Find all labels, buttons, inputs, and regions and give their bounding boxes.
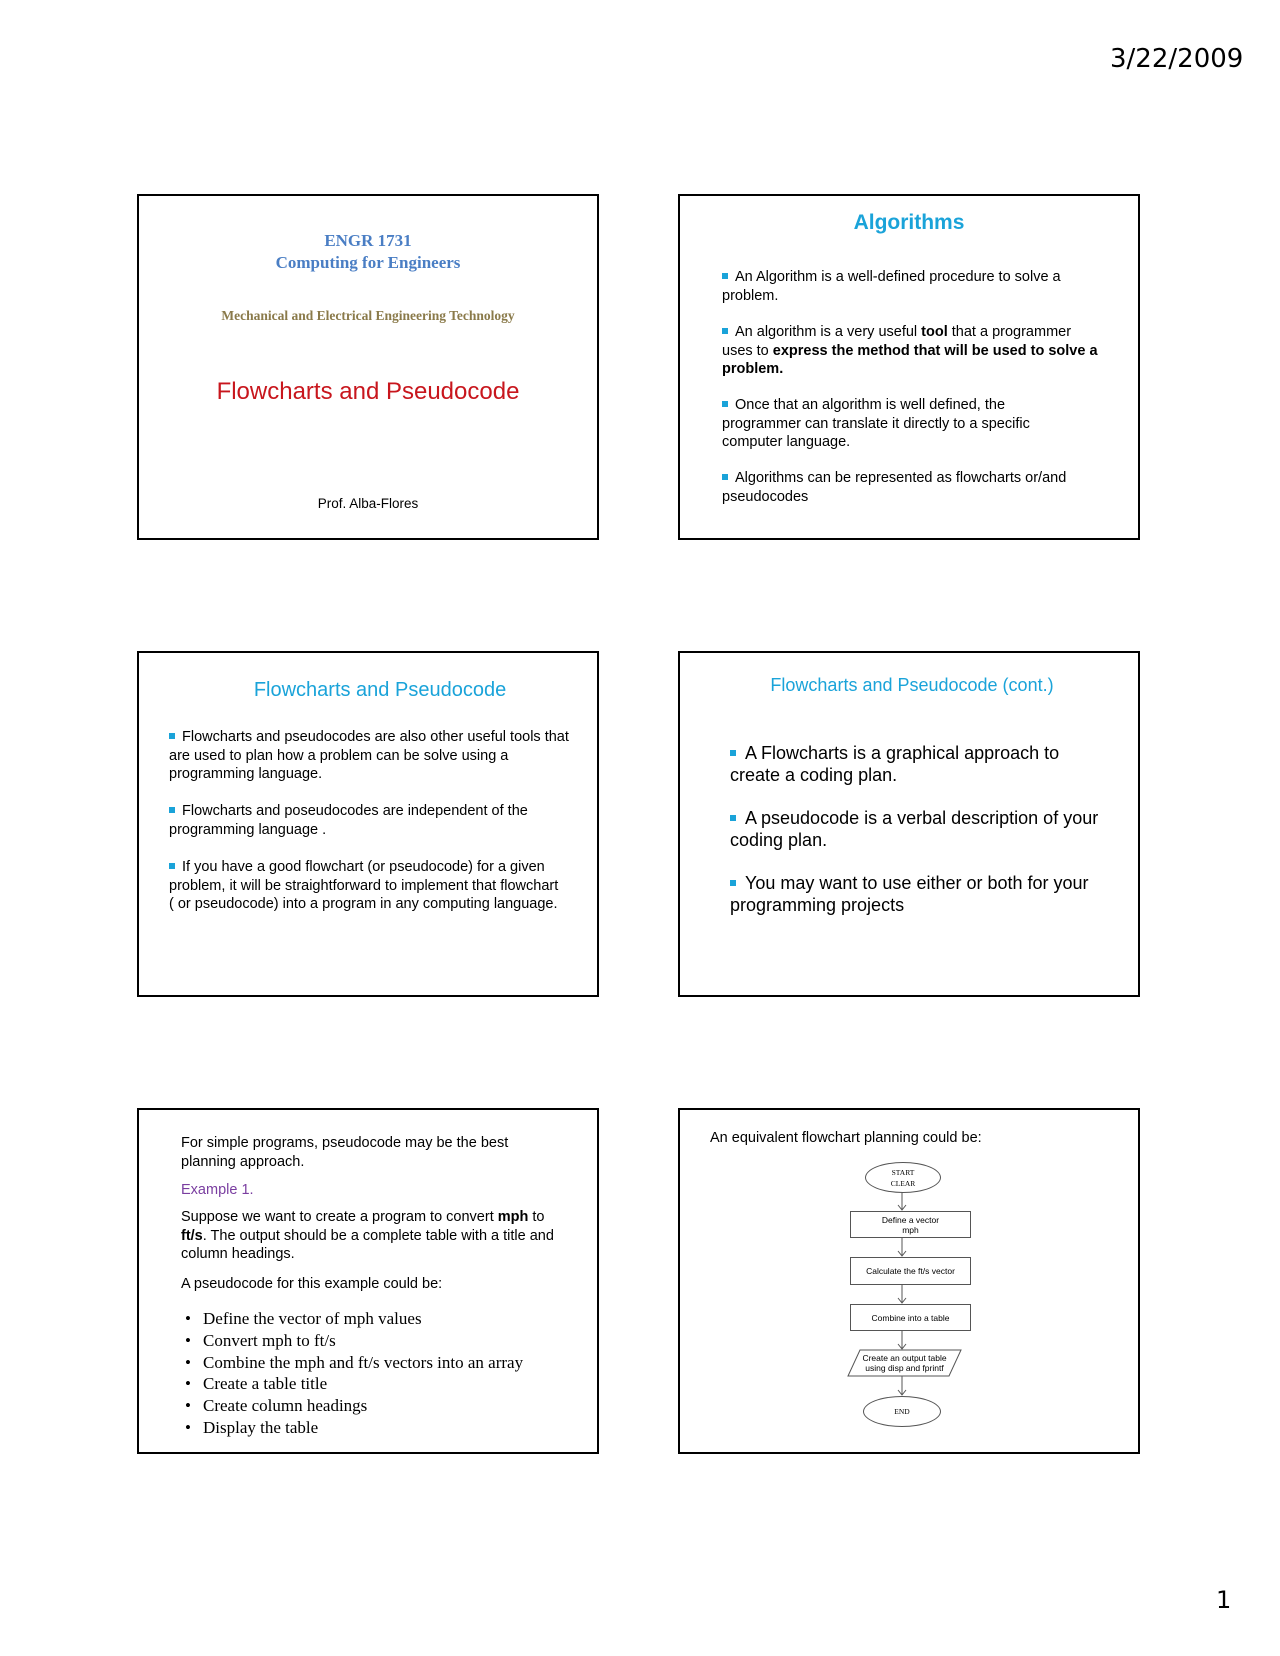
list-item: • Convert mph to ft/s [181,1330,523,1352]
slide-flowcharts-pseudocode-cont [678,651,1140,997]
terminal-label: CLEAR [890,1178,916,1188]
bullet-square-icon [730,750,736,756]
bullet-text: A pseudocode is a verbal description of your coding plan. [730,808,1099,850]
list-item: • Create a table title [181,1373,523,1395]
desc-text: to [528,1209,545,1225]
terminal-label: START [891,1167,915,1177]
io-label: using disp and fprintf [865,1363,944,1373]
list-item: • Define the vector of mph values [181,1308,523,1330]
slide-heading: Flowcharts and Pseudocode [253,679,507,701]
bullet-item [730,742,1098,786]
slide-heading: Algorithms [853,211,965,234]
pseudocode-intro: A pseudocode for this example could be: [181,1276,443,1292]
bullet-square-icon [730,815,736,821]
bullet-text: You may want to use either or both for your programming projects [730,873,1089,915]
bullet-square-icon [169,733,175,739]
process-combine: Combine into a table [850,1304,971,1331]
bullet-text: An algorithm is a very useful [735,324,922,340]
bullet-text: An Algorithm is a well-defined procedure to solve a problem. [722,269,1061,304]
pseudocode-list [181,1308,523,1439]
bullet-item [722,268,1096,305]
intro-text: An equivalent flowchart planning could be: [710,1130,982,1146]
page-date: 3/22/2009 [1110,44,1244,74]
bullet-square-icon [722,401,728,407]
bullet-item [730,807,1110,851]
bullet-item [169,728,569,784]
bullet-item [169,858,561,914]
bullet-square-icon [722,474,728,480]
bold-text: express the method that will be used to solve a problem. [722,342,1098,377]
bullet-text: Algorithms can be represented as flowcharts or/and pseudocodes [722,470,1067,505]
bullet-item [722,469,1096,506]
bullet-square-icon [722,328,728,334]
io-output-table [848,1350,961,1376]
bullet-text: A Flowcharts is a graphical approach to create a coding plan. [730,743,1060,785]
slide-flowcharts-pseudocode [137,651,599,997]
slide-title [137,194,599,540]
process-calculate: Calculate the ft/s vector [850,1257,971,1285]
example-label: Example 1. [181,1182,254,1198]
example-description [181,1208,557,1264]
bullet-text: that a programmer uses to [722,324,1072,359]
slide-algorithms [678,194,1140,540]
list-item: • Create column headings [181,1395,523,1417]
bold-text: tool [921,324,948,340]
process-define-vector [850,1211,971,1238]
desc-text: . The output should be a complete table with a title and column headings. [181,1227,554,1262]
bullet-text: If you have a good flowchart (or pseudocode) for a given problem, it will be straightforward to implement that flowchart ( or pseudocode) into a program in any computing language. [169,859,559,912]
bullet-square-icon [722,273,728,279]
course-code: ENGR 1731 [324,231,412,250]
page-number: 1 [1216,1586,1232,1614]
list-item: • Display the table [181,1417,523,1439]
process-label: Define a vector [881,1214,940,1225]
slide-flowchart-example [678,1108,1140,1454]
bullet-text: Flowcharts and poseudocodes are independent of the programming language . [169,803,528,838]
intro-text: For simple programs, pseudocode may be the best planning approach. [181,1135,509,1170]
process-label: mph [902,1224,919,1235]
bullet-item [722,396,1086,452]
start-terminal [865,1162,941,1193]
end-terminal [863,1396,941,1427]
bullet-text: Flowcharts and pseudocodes are also other useful tools that are used to plan how a problem can be solve using a programming language. [169,729,569,782]
bullet-text: Once that an algorithm is well defined, the programmer can translate it directly to a specific computer language. [722,397,1030,450]
slide-main-title: Flowcharts and Pseudocode [216,378,520,405]
bold-text: ft/s [181,1227,203,1244]
bullet-square-icon [730,880,736,886]
slide-pseudocode-example [137,1108,599,1454]
department: Mechanical and Electrical Engineering Technology [221,308,515,323]
list-item: • Combine the mph and ft/s vectors into an array [181,1352,523,1374]
bullet-square-icon [169,863,175,869]
io-label: Create an output table [862,1353,947,1363]
bullet-item [169,802,561,839]
bullet-item [722,323,1098,379]
desc-text: Suppose we want to create a program to convert [181,1209,498,1225]
bullet-square-icon [169,807,175,813]
terminal-label: END [894,1407,910,1416]
author: Prof. Alba-Flores [317,496,419,511]
bold-text: mph [497,1209,529,1225]
slide-heading: Flowcharts and Pseudocode (cont.) [770,675,1054,695]
course-name: Computing for Engineers [275,253,461,272]
bullet-item [730,872,1110,916]
